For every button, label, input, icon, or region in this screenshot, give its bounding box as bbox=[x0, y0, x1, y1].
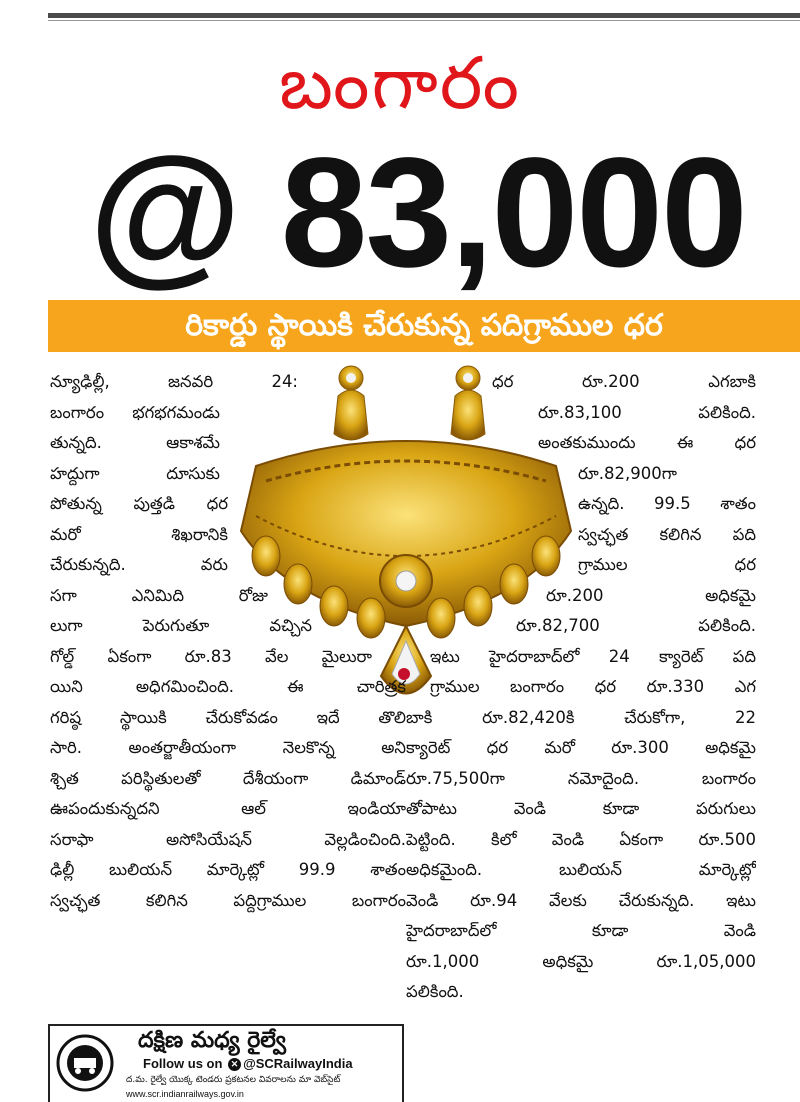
article-line: యిని అధిగమించింది. ఈ చారిత్రక bbox=[50, 677, 406, 696]
article-line: గరిష్ఠ స్థాయికి చేరుకోవడం ఇదే తొలి bbox=[50, 707, 406, 727]
article-line: లుగా పెరుగుతూ వచ్చిన bbox=[50, 616, 312, 635]
article-line: అంతకుముందు ఈ ధర bbox=[538, 433, 756, 452]
ad-handle: @SCRailwayIndia bbox=[243, 1056, 353, 1071]
article-line: సగా ఎనిమిది రోజు bbox=[50, 585, 268, 605]
article-line: గ్రాముల ధర bbox=[578, 555, 756, 574]
article-line: ఊపందుకున్నదని ఆల్ ఇండియా bbox=[50, 799, 406, 818]
article-line: రూ.75,500గా నమోదైంది. బంగారం bbox=[406, 768, 756, 788]
article-line: పలికింది. bbox=[406, 982, 464, 1001]
article-line: స్వచ్ఛత కలిగిన పది bbox=[578, 524, 756, 544]
article-line: హైదరాబాద్‌లో కూడా వెండి bbox=[406, 921, 756, 940]
article-line: రూ.83,100 పలికింది. bbox=[538, 402, 756, 422]
article-column-left bbox=[50, 367, 406, 916]
article-line: ధర రూ.200 ఎగబాకి bbox=[492, 372, 756, 391]
article-line: క్యారెట్ ధర మరో రూ.300 అధికమై bbox=[406, 738, 756, 757]
article-line: హద్దుగా దూసుకు bbox=[50, 463, 220, 483]
ad-title: దక్షిణ మధ్య రైల్వే bbox=[138, 1028, 286, 1053]
ad-follow-line bbox=[143, 1056, 353, 1071]
article-line: బాకి రూ.82,420కి చేరుకోగా, 22 bbox=[406, 707, 756, 727]
headline-price: @ 83,000 bbox=[89, 126, 746, 300]
ad-subtext: ద.మ. రైల్వే యొక్క టెండరు ప్రకటనల వివరాలను మా వెబ్‌సైట్ bbox=[126, 1075, 341, 1085]
article-line: వెండి రూ.94 వేలకు చేరుకున్నది. ఇటు bbox=[406, 890, 756, 910]
article-line: తోపాటు వెండి కూడా పరుగులు bbox=[406, 799, 756, 818]
top-rule bbox=[48, 13, 800, 18]
headline-title: బంగారం bbox=[278, 41, 522, 125]
railway-emblem-icon bbox=[56, 1034, 114, 1092]
railway-advertisement bbox=[48, 1024, 404, 1102]
ad-follow-prefix: Follow us on bbox=[143, 1056, 223, 1071]
article-line: ఢిల్లీ బులియన్ మార్కెట్లో 99.9 శాతం bbox=[50, 860, 406, 879]
article-line: రూ.82,900గా bbox=[578, 463, 677, 483]
subheadline-banner: రికార్డు స్థాయికి చేరుకున్న పదిగ్రాముల ధర bbox=[48, 300, 800, 352]
article-line: చేరుకున్నది. వరు bbox=[50, 555, 228, 574]
article-line: స్వచ్ఛత కలిగిన పద్దిగ్రాముల బంగారం bbox=[50, 890, 406, 910]
article-line: తున్నది. ఆకాశమే bbox=[50, 433, 220, 452]
article-line: రూ.200 అధికమై bbox=[546, 585, 756, 605]
article-line: శ్చిత పరిస్థితులతో దేశీయంగా డిమాండ్ bbox=[50, 768, 406, 788]
article-line: బంగారం భగభగమండు bbox=[50, 402, 220, 422]
top-rule-thin bbox=[48, 20, 800, 21]
article-line: పెట్టింది. కిలో వెండి ఏకంగా రూ.500 bbox=[406, 829, 756, 849]
x-logo-icon: ✕ bbox=[228, 1058, 241, 1071]
article-line: సరాఫా అసోసియేషన్ వెల్లడించింది. bbox=[50, 829, 406, 849]
article-line: ఉన్నది. 99.5 శాతం bbox=[578, 494, 756, 513]
article-line: రూ.1,000 అధికమై రూ.1,05,000 bbox=[406, 951, 756, 971]
article-line: మరో శిఖరానికి bbox=[50, 524, 228, 544]
ad-url: www.scr.indianrailways.gov.in bbox=[126, 1089, 244, 1099]
article-line: రూ.82,700 పలికింది. bbox=[516, 616, 756, 635]
article-line: సారి. అంతర్జాతీయంగా నెలకొన్న అని bbox=[50, 738, 406, 757]
article-line: ఇటు హైదరాబాద్‌లో 24 క్యారెట్ పది bbox=[430, 646, 756, 666]
article-line: గోల్డ్ ఏకంగా రూ.83 వేల మైలురా bbox=[50, 646, 372, 666]
article-line: పోతున్న పుత్తడి ధర bbox=[50, 494, 228, 513]
article-column-right bbox=[406, 367, 756, 1008]
article-line: గ్రాముల బంగారం ధర రూ.330 ఎగ bbox=[430, 677, 756, 696]
article-line: అధికమైంది. బులియన్ మార్కెట్లో bbox=[406, 860, 756, 879]
article-line: న్యూఢిల్లీ, జనవరి 24: bbox=[50, 372, 298, 391]
